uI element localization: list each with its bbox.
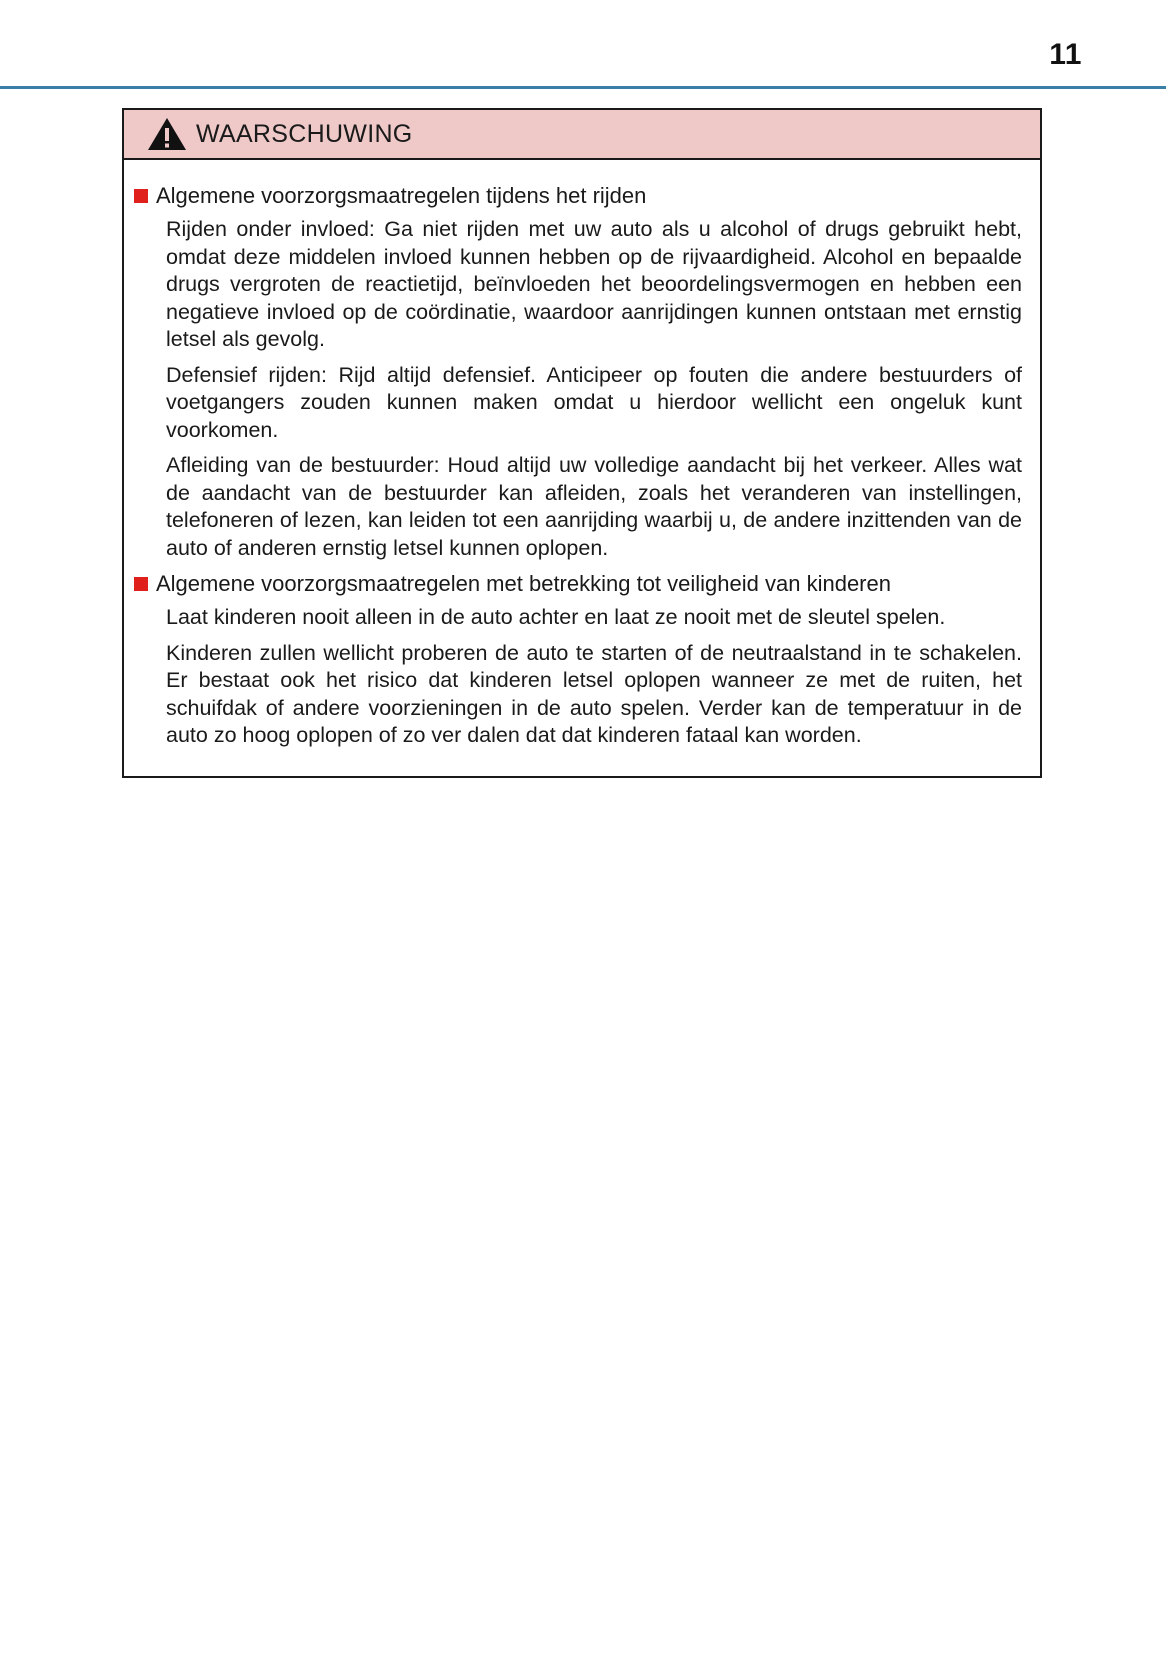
warning-section: [134, 570, 1022, 750]
warning-box: [122, 108, 1042, 778]
section-heading: [134, 570, 1022, 598]
page-number: 11: [1049, 38, 1082, 71]
paragraph: Laat kinderen nooit alleen in de auto achter en laat ze nooit met de sleutel spelen.: [166, 605, 946, 629]
paragraph: Afleiding van de bestuurder: Houd altijd uw volledige aandacht bij het verkeer. Alles wat de aandacht van de bestuurder kan afleiden, zoals het veranderen van instellingen, telefoneren of lezen, kan leiden tot een aanrijding waarbij u, de andere inzittenden van de auto of anderen ernstig letsel kunnen oplopen.: [166, 453, 1022, 560]
section-heading: [134, 182, 1022, 210]
warning-header: [124, 110, 1040, 160]
section-heading-text: Algemene voorzorgsmaatregelen tijdens het rijden: [156, 183, 647, 208]
warning-title: WAARSCHUWING: [196, 119, 413, 148]
warning-triangle-icon: [146, 116, 188, 152]
section-heading-text: Algemene voorzorgsmaatregelen met betrekking tot veiligheid van kinderen: [156, 571, 891, 596]
header-rule: [0, 86, 1166, 89]
red-square-bullet-icon: [134, 577, 148, 591]
paragraph: Defensief rijden: Rijd altijd defensief. Anticipeer op fouten die andere bestuurders of voetgangers zouden kunnen maken omdat u hierdoor wellicht een ongeluk kunt voorkomen.: [166, 362, 1022, 442]
red-square-bullet-icon: [134, 189, 148, 203]
paragraph: Kinderen zullen wellicht proberen de auto te starten of de neutraalstand in te schakelen. Er bestaat ook het risico dat kinderen letsel oplopen wanneer ze met de ruiten, het schuifdak of andere voorzieningen in de auto spelen. Verder kan de temperatuur in de auto zo hoog oplopen of zo ver dalen dat dat kinderen fataal kan worden.: [166, 640, 1022, 747]
warning-section: [134, 182, 1022, 562]
warning-body: [124, 160, 1040, 776]
paragraph: Rijden onder invloed: Ga niet rijden met uw auto als u alcohol of drugs gebruikt hebt, omdat deze middelen invloed kunnen hebben op de rijvaardigheid. Alcohol en bepaalde drugs vergroten de reactietijd, beïnvloeden het beoordelingsvermogen en hebben een negatieve invloed op de coördinatie, waardoor aanrijdingen kunnen ontstaan met ernstig letsel als gevolg.: [166, 217, 1022, 351]
